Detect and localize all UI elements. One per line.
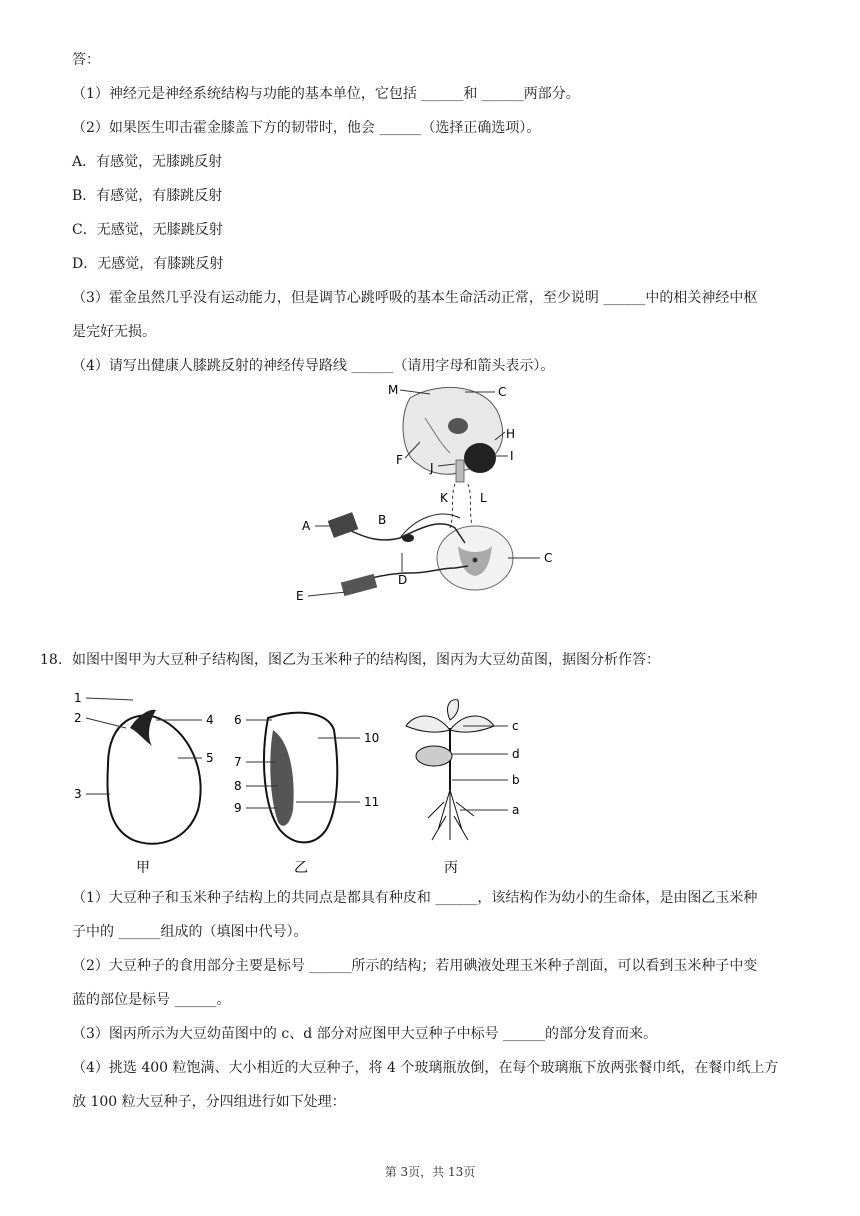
- bing-label-c: c: [512, 719, 519, 733]
- fig-label-a: A: [302, 519, 311, 533]
- fig-label-h: H: [506, 427, 516, 441]
- q18-part4-line2: 放 100 粒大豆种子，分四组进行如下处理：: [72, 1094, 346, 1110]
- fig-label-d: D: [398, 573, 408, 587]
- q17-part2: （2）如果医生叩击霍金膝盖下方的韧带时，他会 ______（选择正确选项）。: [72, 120, 541, 136]
- yi-label-11: 11: [364, 795, 380, 809]
- q18-part1-line2: 子中的 ______组成的（填图中代号）。: [72, 924, 308, 940]
- fig-label-i: I: [510, 449, 514, 463]
- option-d: D．无感觉，有膝跳反射: [72, 256, 224, 272]
- option-b: B．有感觉，有膝跳反射: [72, 188, 223, 204]
- caption-yi: 乙: [294, 860, 308, 876]
- answer-prefix: 答：: [72, 52, 100, 68]
- q17-part3-line1: （3）霍金虽然几乎没有运动能力，但是调节心跳呼吸的基本生命活动正常，至少说明 ______中的相关神经中枢: [72, 290, 758, 306]
- fig-label-k: K: [440, 491, 448, 505]
- fig-label-f: F: [396, 453, 403, 467]
- jia-label-2: 2: [74, 711, 82, 725]
- fig-label-b: B: [378, 513, 387, 527]
- option-c: C．无感觉，无膝跳反射: [72, 222, 223, 238]
- bing-label-d: d: [512, 747, 520, 761]
- q18-stem: 如图中图甲为大豆种子结构图，图乙为玉米种子的结构图，图丙为大豆幼苗图，据图分析作答：: [72, 652, 660, 668]
- q18-number: 18.: [40, 652, 63, 668]
- yi-label-9: 9: [234, 801, 242, 815]
- fig-label-j: J: [430, 461, 434, 475]
- yi-label-10: 10: [364, 731, 380, 745]
- jia-label-1: 1: [74, 691, 82, 705]
- caption-jia: 甲: [136, 860, 150, 876]
- seed-figures: [68, 690, 538, 880]
- q18-part1-line1: （1）大豆种子和玉米种子结构上的共同点是都具有种皮和 ______，该结构作为幼小的生命体，是由图乙玉米种: [72, 890, 758, 906]
- caption-bing: 丙: [444, 860, 458, 876]
- bing-label-b: b: [512, 773, 520, 787]
- reflex-arc-figure: [290, 378, 570, 608]
- yi-label-6: 6: [234, 713, 242, 727]
- fig-label-c-right: C: [544, 551, 553, 565]
- q18-part2-line1: （2）大豆种子的食用部分主要是标号 ______所示的结构；若用碘液处理玉米种子剖面，可以看到玉米种子中变: [72, 958, 758, 974]
- jia-label-4: 4: [206, 713, 214, 727]
- q18-part4-line1: （4）挑选 400 粒饱满、大小相近的大豆种子，将 4 个玻璃瓶放倒，在每个玻璃瓶下放两张餐巾纸，在餐巾纸上方: [72, 1060, 779, 1076]
- fig-label-c-top: C: [498, 385, 507, 399]
- q18-part3: （3）图丙所示为大豆幼苗图中的 c、d 部分对应图甲大豆种子中标号 ______的部分发育而来。: [72, 1026, 658, 1042]
- fig-label-m: M: [388, 383, 399, 397]
- jia-label-5: 5: [206, 751, 214, 765]
- q17-part3-line2: 是完好无损。: [72, 324, 156, 340]
- q17-part1: （1）神经元是神经系统结构与功能的基本单位，它包括 ______和 ______两部分。: [72, 86, 580, 102]
- jia-label-3: 3: [74, 787, 82, 801]
- bing-label-a: a: [512, 803, 520, 817]
- fig-label-e: E: [296, 589, 304, 603]
- yi-label-8: 8: [234, 779, 242, 793]
- fig-label-l: L: [480, 491, 487, 505]
- page-footer: 第 3页，共 13页: [384, 1165, 476, 1179]
- yi-label-7: 7: [234, 755, 242, 769]
- q17-part4: （4）请写出健康人膝跳反射的神经传导路线 ______（请用字母和箭头表示）。: [72, 358, 555, 374]
- option-a: A．有感觉，无膝跳反射: [72, 154, 223, 170]
- q18-part2-line2: 蓝的部位是标号 ______。: [72, 992, 231, 1008]
